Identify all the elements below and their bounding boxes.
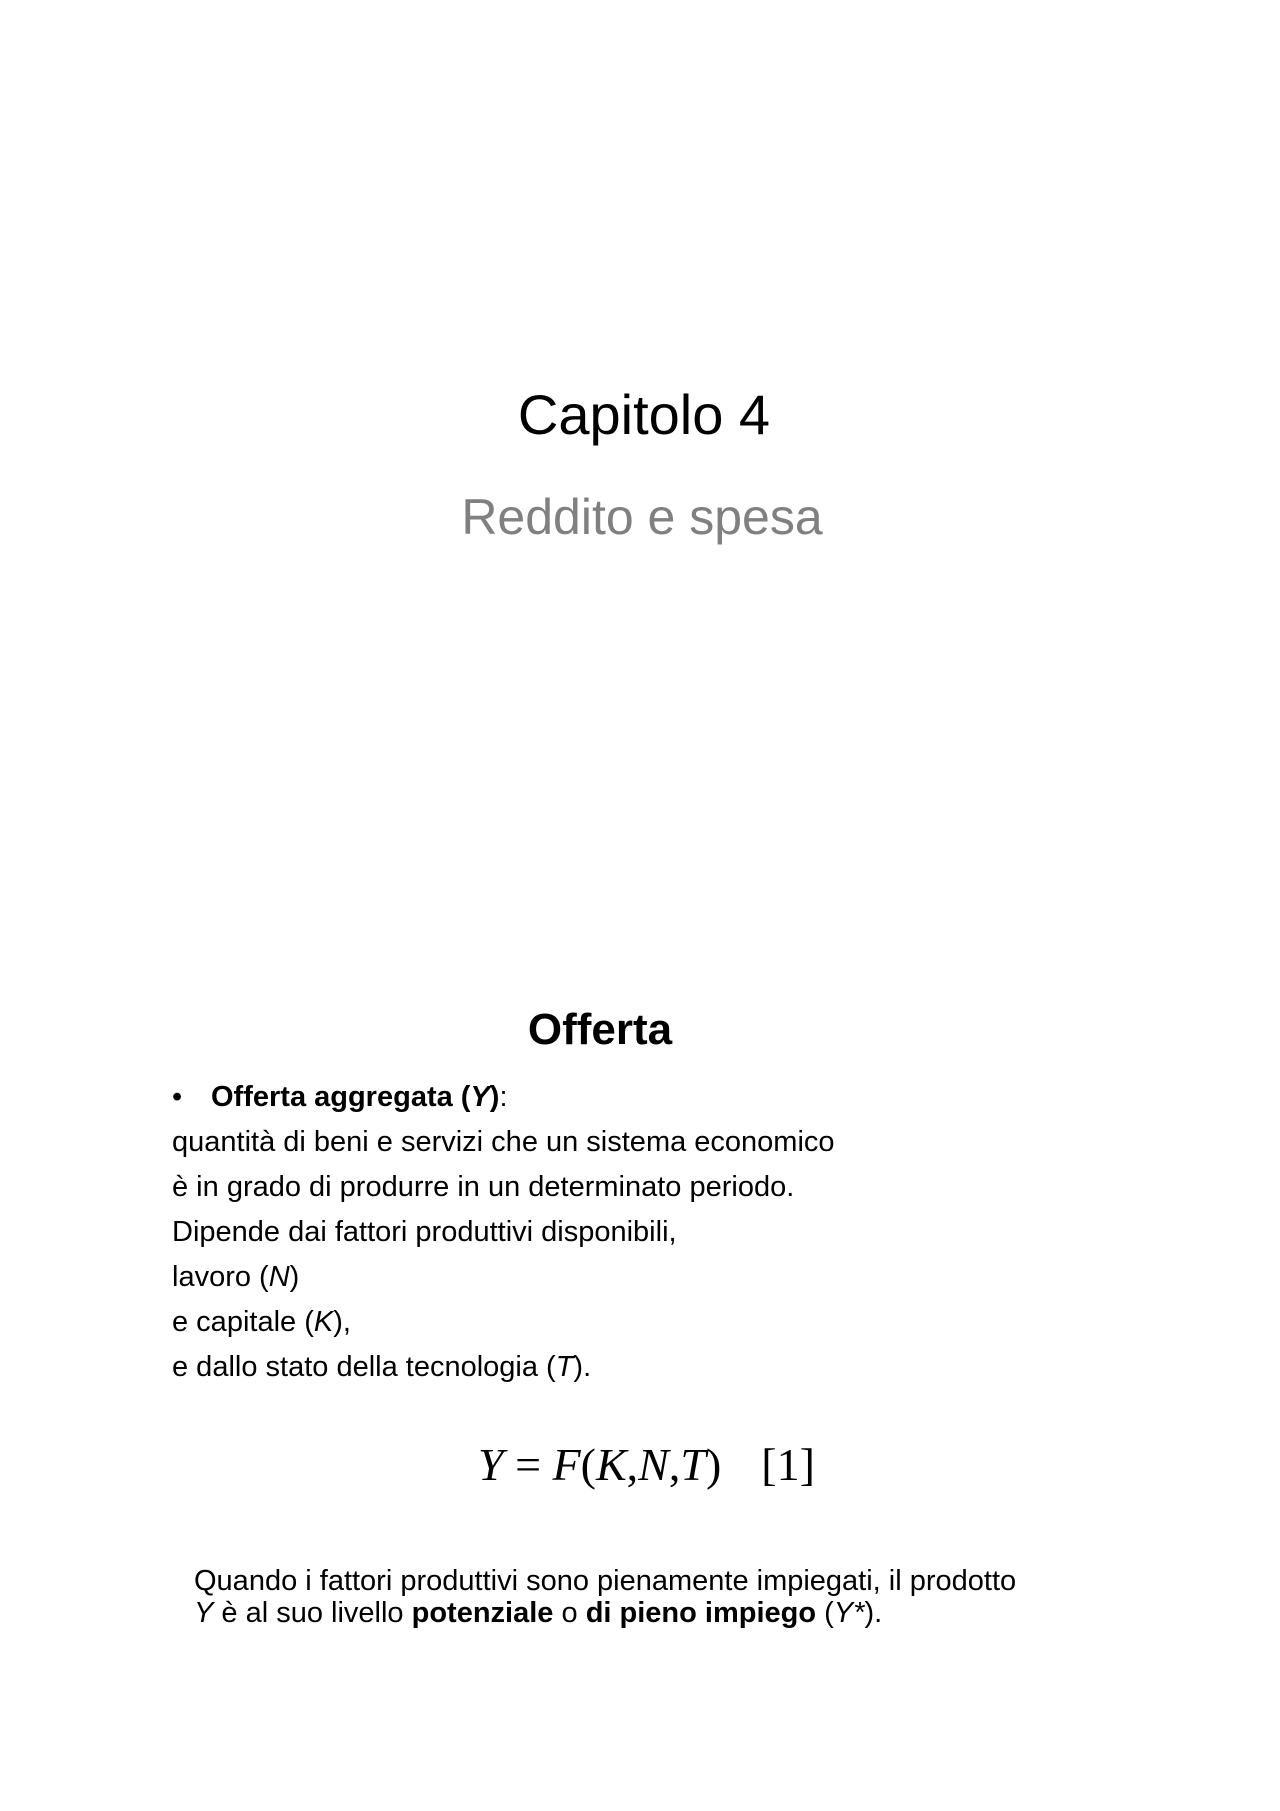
closing-line: Quando i fattori produttivi sono pienamente impiegati, il prodotto — [194, 1565, 1017, 1597]
slide-heading: Offerta — [527, 1005, 673, 1054]
bullet-term: Offerta aggregata (Y) — [211, 1081, 500, 1113]
closing-line: Y è al suo livello potenziale o di pieno impiego (Y*). — [194, 1597, 883, 1629]
definition-line: Dipende dai fattori produttivi disponibili, — [172, 1216, 677, 1248]
capital-line: e capitale (K), — [172, 1306, 351, 1338]
labor-line: lavoro (N) — [172, 1261, 300, 1293]
definition-line: quantità di beni e servizi che un sistema economico — [172, 1126, 835, 1158]
bullet-item: • Offerta aggregata (Y): — [172, 1075, 835, 1120]
equation-number: [1] — [761, 1439, 815, 1490]
production-function-equation: Y = F(K,N,T) [1] — [478, 1439, 815, 1490]
definition-line: è in grado di produrre in un determinato periodo. — [172, 1171, 795, 1203]
chapter-subtitle: Reddito e spesa — [461, 489, 823, 545]
chapter-title: Capitolo 4 — [517, 383, 771, 446]
technology-line: e dallo stato della tecnologia (T). — [172, 1351, 592, 1383]
definition-text — [172, 1075, 835, 1390]
closing-text — [194, 1565, 1016, 1629]
bullet-icon: • — [172, 1081, 183, 1113]
